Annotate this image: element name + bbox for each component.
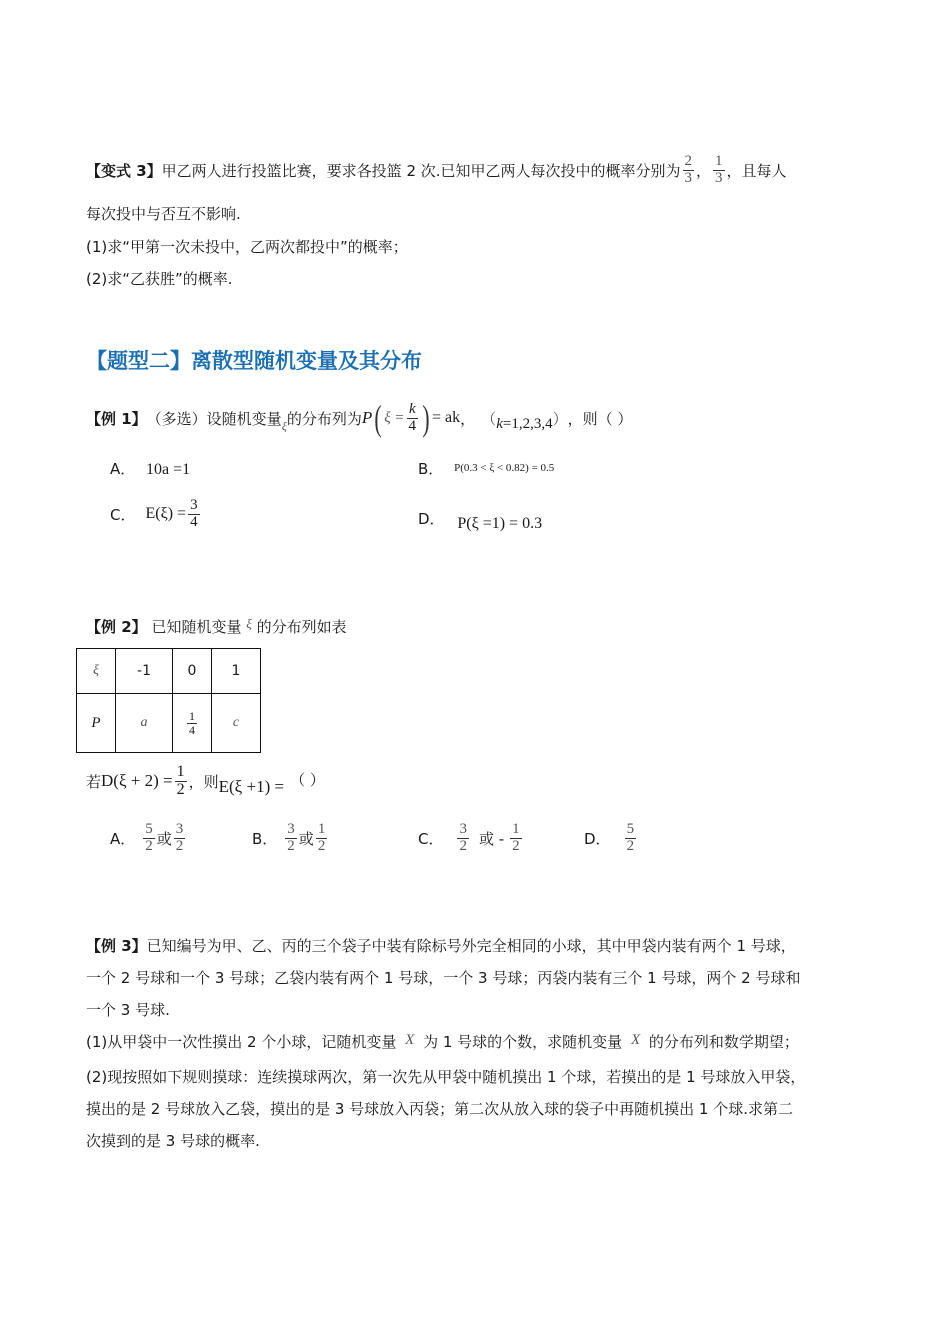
table-cell-c: c: [212, 694, 261, 753]
example1-stem: 【例 1】 （多选）设随机变量 ξ 的分布列为 P ( ξ = $\frac{k}{4}$ ) = ak ， （ k =1,2,3,4 ） ，则（ ）: [86, 398, 633, 438]
example1-tag: 【例 1】: [86, 409, 147, 428]
variant3-question1: (1)求“甲第一次未投中，乙两次都投中”的概率；: [86, 238, 408, 256]
table-cell-a: a: [116, 694, 173, 753]
fraction-k-4: $\frac{k}{4}$: [408, 400, 417, 434]
example1-option-d[interactable]: D． P(ξ =1) = 0.3: [418, 510, 543, 532]
table-row-label: P: [77, 694, 116, 753]
fraction-1-3: $\frac{1}{3}$: [715, 152, 723, 186]
example3-question2-line1: (2)现按照如下规则摸球：连续摸球两次，第一次先从甲袋中随机摸出 1 个球，若摸出的是 1 号球放入甲袋，: [86, 1068, 806, 1086]
distribution-table: [76, 648, 261, 753]
example2-condition: 若 D(ξ + 2) = $\frac{1}{2}$ ，则 E(ξ +1) = （ ）: [86, 762, 325, 798]
example3-line2: 一个 2 号球和一个 3 号球；乙袋内装有两个 1 号球，一个 3 号球；丙袋内装有三个 1 号球，两个 2 号球和: [86, 969, 801, 987]
example1-option-c[interactable]: C． E(ξ) = $\frac{3}{4}$: [110, 496, 198, 530]
example3-question2-line2: 摸出的是 2 号球放入乙袋，摸出的是 3 号球放入丙袋；第二次从放入球的袋子中再随机摸出 1 个球.求第二: [86, 1100, 794, 1118]
table-row: [77, 694, 261, 753]
variant3-question2: (2)求“乙获胜”的概率.: [86, 270, 233, 288]
variant3-text2: ，且每人: [726, 161, 787, 180]
variant3-text1: 甲乙两人进行投篮比赛，要求各投篮 2 次.已知甲乙两人每次投中的概率分别为: [161, 161, 681, 180]
example1-option-a[interactable]: A． 10a =1: [110, 460, 191, 478]
example2-stem: 【例 2】 已知随机变量 ξ 的分布列如表: [86, 616, 347, 636]
example1-option-b[interactable]: B． $^{P(0.3 < \xi < 0.82) = 0.5}$: [418, 460, 555, 478]
variant3-line2: 每次投中与否互不影响.: [86, 205, 241, 223]
example2-option-a[interactable]: A． $\frac{5}{2}$ 或 $\frac{3}{2}$: [110, 820, 184, 854]
fraction-2-3: $\frac{2}{3}$: [684, 152, 693, 186]
example3-question2-line3: 次摸到的是 3 号球的概率.: [86, 1132, 260, 1150]
example2-option-b[interactable]: B． $\frac{3}{2}$ 或 $\frac{1}{2}$: [252, 820, 326, 854]
table-header-cell: 0: [173, 649, 212, 694]
fraction-1-2: $\frac{1}{2}$: [176, 762, 185, 798]
table-header-cell: 1: [212, 649, 261, 694]
table-header-xi: ξ: [77, 649, 116, 694]
example2-tag: 【例 2】: [86, 618, 147, 636]
table-header-cell: -1: [116, 649, 173, 694]
example2-option-c[interactable]: C． $\frac{3}{2}$ 或 - $\frac{1}{2}$: [418, 820, 520, 854]
example3-tag: 【例 3】: [86, 937, 147, 955]
variant3-tag: 【变式 3】: [86, 161, 162, 180]
variant3-line1: 【变式 3】 甲乙两人进行投篮比赛，要求各投篮 2 次.已知甲乙两人每次投中的概率分别为 $\frac{2}{3}$ ， $\frac{1}{3}$ ，且每人: [86, 152, 787, 186]
xi-symbol: ξ: [281, 418, 287, 433]
table-cell-frac: $\frac{1}{4}$: [173, 694, 212, 753]
example2-option-d[interactable]: D． $\frac{5}{2}$: [584, 820, 635, 854]
example3-line1: 【例 3】已知编号为甲、乙、丙的三个袋子中装有除标号外完全相同的小球，其中甲袋内装有两个 1 号球，: [86, 937, 796, 955]
section-heading: 【题型二】离散型随机变量及其分布: [86, 349, 422, 373]
table-row: [77, 649, 261, 694]
example3-question1: (1)从甲袋中一次性摸出 2 个小球，记随机变量 X 为 1 号球的个数，求随机变量 X 的分布列和数学期望；: [86, 1032, 799, 1051]
example3-line3: 一个 3 号球.: [86, 1001, 170, 1019]
fraction-3-4: $\frac{3}{4}$: [190, 496, 198, 530]
